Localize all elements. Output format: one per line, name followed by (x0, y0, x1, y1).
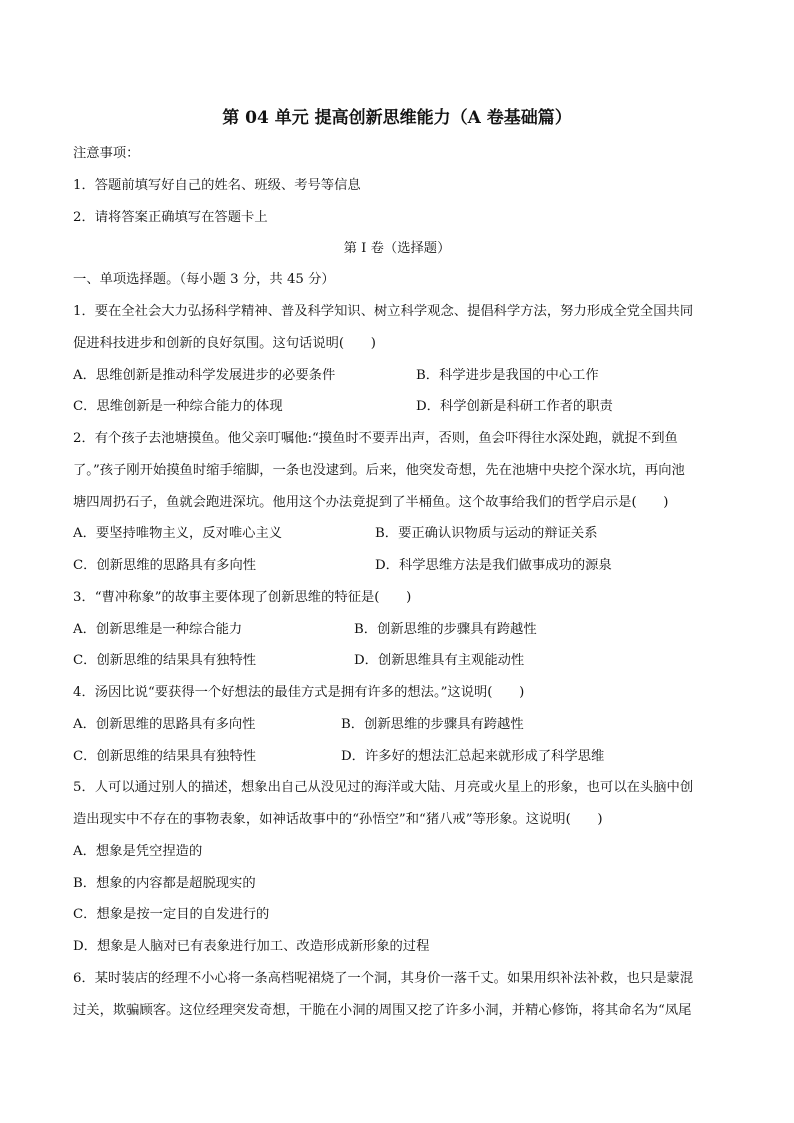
section-title: 第 I 卷（选择题） (343, 241, 451, 256)
question-3-option-d: D．创新思维具有主观能动性 (354, 653, 525, 668)
question-1-option-b: B．科学进步是我国的中心工作 (416, 368, 599, 383)
question-2-line: 塘四周扔石子，鱼就会跑进深坑。他用这个办法竟捉到了半桶鱼。这个故事给我们的哲学启示是( ) (73, 495, 669, 510)
question-6-line: 过关，欺骗顾客。这位经理突发奇想，干脆在小洞的周围又挖了许多小洞，并精心修饰，将其命名为“凤尾 (73, 1003, 692, 1018)
part-heading: 一、单项选择题。（每小题 3 分，共 45 分） (73, 272, 335, 287)
question-2-option-d: D．科学思维方法是我们做事成功的源泉 (375, 558, 612, 573)
question-4-option-b: B．创新思维的步骤具有跨越性 (341, 717, 524, 732)
notice-item: 1．答题前填写好自己的姓名、班级、考号等信息 (73, 178, 361, 193)
question-5-option-b: B．想象的内容都是超脱现实的 (73, 876, 256, 891)
question-5-option-a: A．想象是凭空捏造的 (73, 844, 203, 859)
question-2-line: 了。”孩子刚开始摸鱼时缩手缩脚，一条也没逮到。后来，他突发奇想，先在池塘中央挖个深水坑，再向池 (73, 463, 685, 478)
question-2-option-c: C．创新思维的思路具有多向性 (73, 558, 257, 573)
question-5-option-c: C．想象是按一定目的自发进行的 (73, 907, 270, 922)
question-3-option-c: C．创新思维的结果具有独特性 (73, 653, 257, 668)
page-title: 第 04 单元 提高创新思维能力（A 卷基础篇） (222, 108, 572, 128)
notice-heading: 注意事项： (73, 146, 140, 161)
question-3-option-a: A．创新思维是一种综合能力 (73, 622, 243, 637)
question-3-line: 3．“曹冲称象”的故事主要体现了创新思维的特征是( ) (73, 590, 412, 605)
question-5-line: 5．人可以通过别人的描述，想象出自己从没见过的海洋或大陆、月亮或火星上的形象，也可以在头脑中创 (73, 780, 694, 795)
question-5-line: 造出现实中不存在的事物表象，如神话故事中的“孙悟空”和“猪八戒”等形象。这说明( ) (73, 812, 603, 827)
question-5-option-d: D．想象是人脑对已有表象进行加工、改造形成新形象的过程 (73, 939, 430, 954)
question-6-line: 6．某时装店的经理不小心将一条高档呢裙烧了一个洞，其身价一落千丈。如果用织补法补救，也只是蒙混 (73, 971, 694, 986)
question-4-option-d: D．许多好的想法汇总起来就形成了科学思维 (341, 749, 605, 764)
question-1-line: 促进科技进步和创新的良好氛围。这句话说明( ) (73, 336, 376, 351)
question-2-line: 2．有个孩子去池塘摸鱼。他父亲叮嘱他:“摸鱼时不要弄出声，否则，鱼会吓得往水深处跑，就捉不到鱼 (73, 431, 678, 446)
question-3-option-b: B．创新思维的步骤具有跨越性 (354, 622, 537, 637)
question-4-line: 4．汤因比说“要获得一个好想法的最佳方式是拥有许多的想法。”这说明( ) (73, 685, 525, 700)
question-4-option-c: C．创新思维的结果具有独特性 (73, 749, 257, 764)
notice-item: 2．请将答案正确填写在答题卡上 (73, 210, 268, 225)
question-1-option-c: C．思维创新是一种综合能力的体现 (73, 399, 283, 414)
question-1-line: 1．要在全社会大力弘扬科学精神、普及科学知识、树立科学观念、提倡科学方法，努力形成全党全国共同 (73, 304, 694, 319)
question-2-option-a: A．要坚持唯物主义，反对唯心主义 (73, 526, 283, 541)
question-2-option-b: B．要正确认识物质与运动的辩证关系 (375, 526, 598, 541)
question-4-option-a: A．创新思维的思路具有多向性 (73, 717, 256, 732)
question-1-option-a: A．思维创新是推动科学发展进步的必要条件 (73, 368, 336, 383)
question-1-option-d: D．科学创新是科研工作者的职责 (416, 399, 613, 414)
